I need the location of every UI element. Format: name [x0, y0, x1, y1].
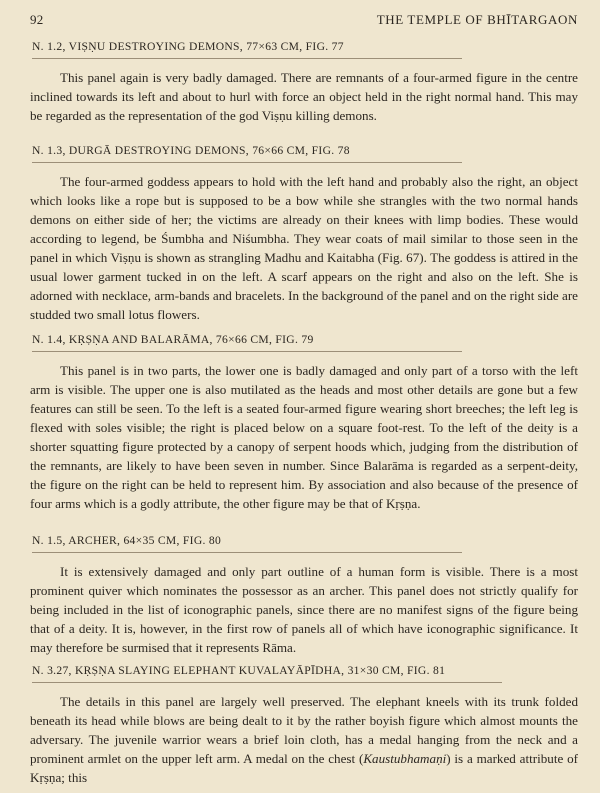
entry-body: This panel is in two parts, the lower one is badly damaged and only part of a torso with the left arm is visible. The upper one is also mutilated as the heads and most other details are gone but a few features can still be seen. To the left is a seated four-armed figure wearing short breeches; the left leg is flexed with soles visible; the right is placed below on a square foot-rest. To the left of the deity is a shorter squatting figure protected by a canopy of serpent hoods which, judging from the distribution of the remnants, are likely to have been seven in number. Since Balarāma is regarded as a serpent-deity, the figure on the right can be held to represent him. By association and also because of the presence of four arms which is a godly attribute, the other figure may be that of Kṛṣṇa. — [30, 363, 578, 511]
entry-heading: N. 1.5, ARCHER, 64×35 CM, FIG. 80 — [32, 534, 462, 553]
italic-term: Kaustubhamaṇi — [363, 751, 447, 766]
entry-body: The four-armed goddess appears to hold with the left hand and probably also the right, an object which looks like a rope but is supposed to be a bow while she strangles with the two normal hands demons on either side of her; the victims are already on their knees with limp bodies. These would according to legend, be Śumbha and Niśumbha. They wear coats of mail similar to those seen in the panel in which Viṣṇu is shown as strangling Madhu and Kaitabha (Fig. 67). The goddess is attired in the usual lower garment tucked in on the left. A scarf appears on the right and also on the left. She is adorned with necklace, arm-bands and bracelets. In the background of the panel and on the right side are studded two small lotus flowers. — [30, 174, 578, 322]
entry-heading: N. 3.27, KṚṢṆA SLAYING ELEPHANT KUVALAYĀPĪDHA, 31×30 CM, FIG. 81 — [32, 664, 502, 683]
entry-heading: N. 1.3, DURGĀ DESTROYING DEMONS, 76×66 CM, FIG. 78 — [32, 144, 462, 163]
catalogue-entry-n1-5 — [30, 534, 578, 657]
entry-body — [30, 692, 578, 787]
catalogue-entry-n1-3 — [30, 144, 578, 324]
catalogue-entry-n1-4 — [30, 333, 578, 513]
entry-heading: N. 1.4, KṚṢṆA AND BALARĀMA, 76×66 CM, FIG. 79 — [32, 333, 462, 352]
running-header — [30, 12, 578, 32]
entry-heading: N. 1.2, VIṢṆU DESTROYING DEMONS, 77×63 CM, FIG. 77 — [32, 40, 462, 59]
entry-body-text: ) is a marked attribute of Kṛṣṇa; this — [30, 751, 578, 785]
entry-body: It is extensively damaged and only part outline of a human form is visible. There is a most prominent quiver which nominates the possessor as an archer. This panel does not strictly qualify for being included in the list of iconographic panels, since there are no manifest signs of the figure being that of a deity. It is, however, in the first row of panels all of which have iconographic significance. It may therefore be surmised that it represents Rāma. — [30, 564, 578, 655]
entry-body: This panel again is very badly damaged. There are remnants of a four-armed figure in the centre inclined towards its left and about to hurl with force an object held in the right normal hand. This may be regarded as the representation of the god Viṣṇu killing demons. — [30, 70, 578, 123]
running-title: THE TEMPLE OF BHĪTARGAON — [376, 12, 578, 27]
catalogue-entry-n3-27 — [30, 664, 578, 787]
page-number: 92 — [30, 12, 44, 27]
entry-body-text: The details in this panel are largely well preserved. The elephant kneels with its trunk folded beneath its head while blows are being dealt to it by the rather boyish figure which almost mounts the adversary. The juvenile warrior wears a brief loin cloth, has a medal hanging from the neck and a prominent armlet on the upper left arm. A medal on the chest ( — [30, 694, 578, 766]
catalogue-entry-n1-2 — [30, 40, 578, 125]
